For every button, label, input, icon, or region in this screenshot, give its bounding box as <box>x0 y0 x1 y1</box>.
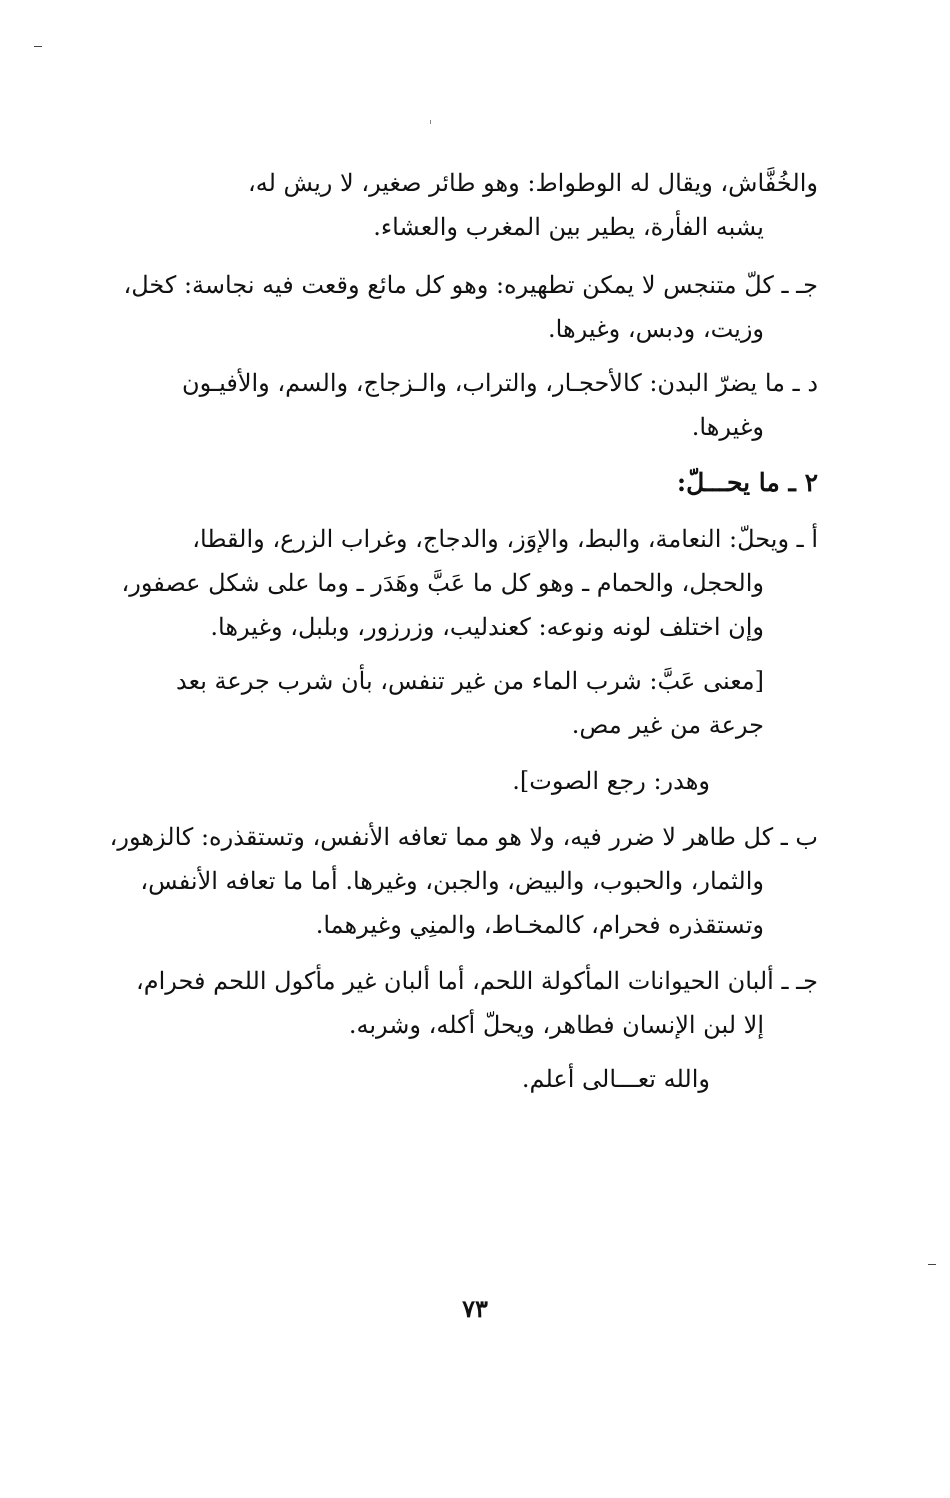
text-line: وغيرها. <box>691 413 764 441</box>
text-line: والثمار، والحبوب، والبيض، والجبن، وغيرها. أما ما تعافه الأنفس، <box>140 867 764 895</box>
closing-line: والله تعـــالى أعلم. <box>521 1065 710 1093</box>
page-number: ٧٣ <box>462 1294 488 1323</box>
scan-mark <box>34 46 42 47</box>
section-heading: ٢ ـ ما يحـــلّ: <box>676 468 818 497</box>
scan-mark <box>430 120 431 124</box>
text-line: والخُفَّاش، ويقال له الوطواط: وهو طائر صغير، لا ريش له، <box>247 169 818 197</box>
text-line: وإن اختلف لونه ونوعه: كعندليب، وزرزور، وبلبل، وغيرها. <box>210 613 764 641</box>
list-item-ba-line: ب ـ كل طاهر لا ضرر فيه، ولا هو مما تعافه الأنفس، وتستقذره: كالزهور، <box>109 823 818 851</box>
note-line: [معنى عَبَّ: شرب الماء من غير تنفس، بأن شرب جرعة بعد <box>176 667 764 695</box>
list-item-alif-line: أ ـ ويحلّ: النعامة، والبط، والإوَز، والدجاج، وغراب الزرع، والقطا، <box>192 525 818 553</box>
list-item-dal-line: د ـ ما يضرّ البدن: كالأحجـار، والتراب، والـزجاج، والسم، والأفيـون <box>182 369 818 397</box>
note-line: وهدر: رجع الصوت]. <box>512 767 710 795</box>
text-line: إلا لبن الإنسان فطاهر، ويحلّ أكله، وشربه. <box>348 1011 764 1039</box>
text-line: والحجل، والحمام ـ وهو كل ما عَبَّ وهَدَر ـ وما على شكل عصفور، <box>121 569 764 597</box>
text-line: يشبه الفأرة، يطير بين المغرب والعشاء. <box>373 213 764 241</box>
list-item-jim-line: جـ ـ كلّ متنجس لا يمكن تطهيره: وهو كل مائع وقعت فيه نجاسة: كخل، <box>123 271 818 299</box>
scan-mark <box>928 1264 936 1265</box>
text-line: وتستقذره فحرام، كالمخـاط، والمنِي وغيرهما. <box>315 911 764 939</box>
note-line: جرعة من غير مص. <box>571 711 764 739</box>
list-item-jim-line: جـ ـ ألبان الحيوانات المأكولة اللحم، أما ألبان غير مأكول اللحم فحرام، <box>136 967 818 995</box>
text-line: وزيت، ودبس، وغيرها. <box>548 315 764 343</box>
